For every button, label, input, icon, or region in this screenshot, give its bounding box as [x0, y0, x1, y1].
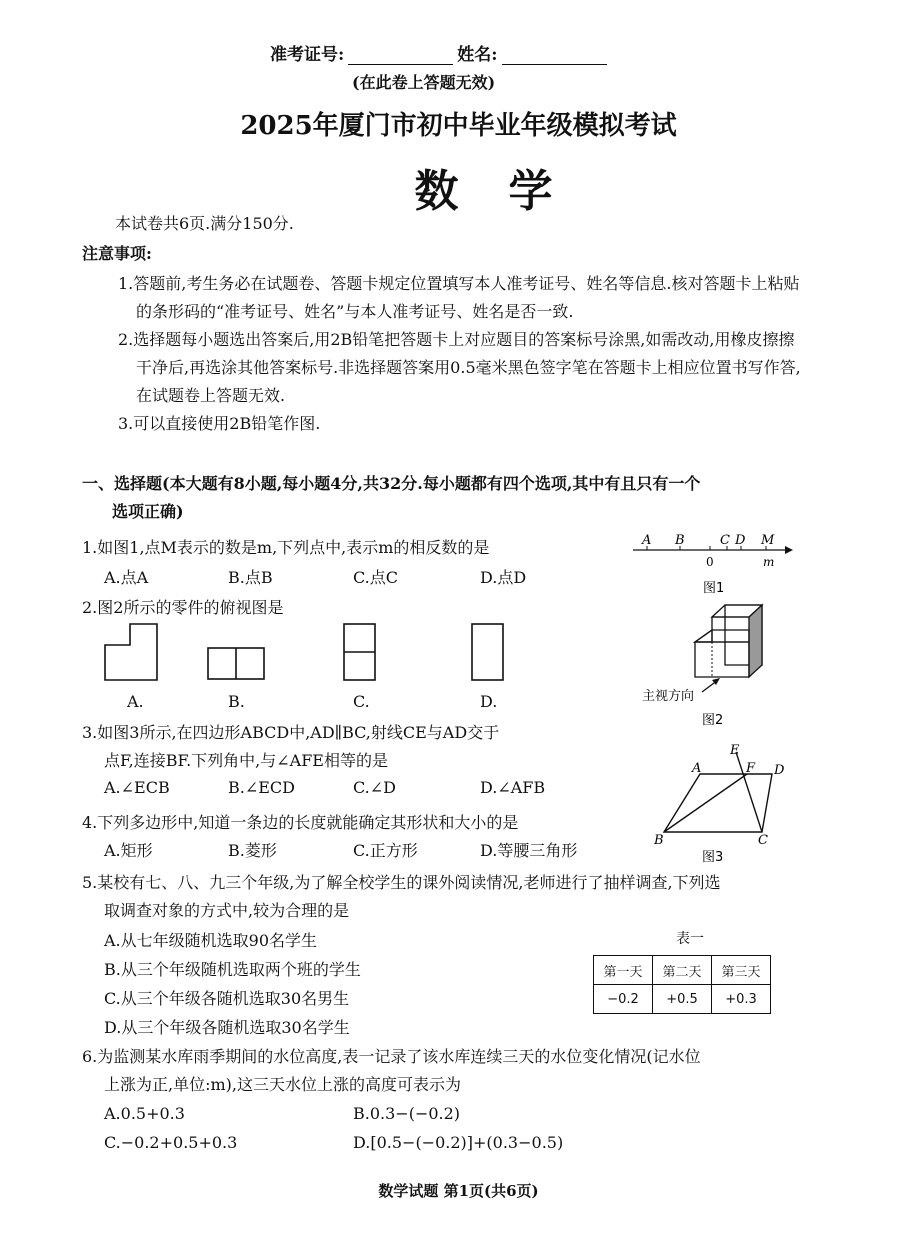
table-header-row — [594, 956, 771, 985]
label-a: A — [692, 761, 702, 776]
q5-option-c: C.从三个年级各随机选取30名男生 — [104, 989, 350, 1008]
q6-option-c: C.−0.2+0.5+0.3 — [104, 1133, 238, 1152]
label-b: B — [654, 833, 664, 848]
q6-line2: 上涨为正,单位:m),这三天水位上涨的高度可表示为 — [104, 1075, 461, 1094]
q6-option-d: D.[0.5−(−0.2)]+(0.3−0.5) — [353, 1133, 564, 1152]
label-e: E — [730, 743, 740, 758]
option-a-l-shape — [105, 624, 157, 680]
q3-option-c: C.∠D — [353, 778, 396, 797]
solid-side-shaded — [749, 605, 762, 677]
q1-option-c: C.点C — [353, 568, 399, 587]
label-c: C — [758, 833, 768, 848]
notice-item-1 — [118, 270, 808, 326]
table-header-cell: 第一天 — [594, 956, 653, 985]
q4-option-c: C.正方形 — [353, 841, 418, 860]
option-d-outline — [472, 624, 503, 680]
label-a: A — [642, 533, 652, 548]
section1-heading-line2: 选项正确) — [112, 502, 184, 521]
label-d: D — [735, 533, 746, 548]
name-label: 姓名: — [457, 45, 498, 65]
table-cell: +0.5 — [653, 985, 712, 1014]
exam-id-label: 准考证号: — [270, 45, 345, 65]
label-f: F — [746, 761, 756, 776]
label-b: B — [675, 533, 685, 548]
paper-intro: 本试卷共6页.满分150分. — [115, 214, 294, 233]
q3-line1: 3.如图3所示,在四边形ABCD中,AD∥BC,射线CE与AD交于 — [82, 723, 500, 742]
q2-option-c: C. — [353, 692, 370, 711]
q2-option-b: B. — [228, 692, 245, 711]
table-cell: +0.3 — [712, 985, 771, 1014]
label-m-value: m — [763, 555, 775, 569]
q1-text: 1.如图1,点M表示的数是m,下列点中,表示m的相反数的是 — [82, 538, 490, 557]
q2-text: 2.图2所示的零件的俯视图是 — [82, 598, 284, 617]
q5-option-a: A.从七年级随机选取90名学生 — [104, 931, 318, 950]
exam-id-blank — [348, 48, 453, 65]
q5-option-b: B.从三个年级随机选取两个班的学生 — [104, 960, 361, 979]
solid-step-top — [695, 630, 749, 642]
table-row — [594, 985, 771, 1014]
candidate-info-row — [270, 40, 611, 65]
figure3-quadrilateral — [650, 740, 815, 865]
figure1-number-line — [625, 530, 800, 600]
figure1-caption: 图1 — [703, 581, 725, 596]
notice-item-2-text: 2.选择题每小题选出答案后,用2B铅笔把答题卡上对应题目的答案标号涂黑,如需改动,用橡皮擦擦干净后,再选涂其他答案标号.非选择题答案用0.5毫米黑色签字笔在答题卡上相应位置书写作答,在试题卷上答题无效. — [118, 330, 801, 405]
page-footer: 数学试题 第1页(共6页) — [378, 1182, 539, 1200]
q6-option-a: A.0.5+0.3 — [104, 1104, 185, 1123]
figure2-solid — [640, 600, 790, 735]
q6-line1: 6.为监测某水库雨季期间的水位高度,表一记录了该水库连续三天的水位变化情况(记水位 — [82, 1047, 701, 1066]
q5-option-d: D.从三个年级各随机选取30名学生 — [104, 1018, 350, 1037]
q1-option-b: B.点B — [228, 568, 273, 587]
q5-line2: 取调查对象的方式中,较为合理的是 — [104, 901, 350, 920]
exam-title: 2025年厦门市初中毕业年级模拟考试 — [240, 111, 677, 141]
table-header-cell: 第三天 — [712, 956, 771, 985]
table-cell: −0.2 — [594, 985, 653, 1014]
q1-option-a: A.点A — [104, 568, 149, 587]
subject-title: 数学 — [414, 166, 603, 217]
notice-item-2 — [118, 326, 808, 410]
q3-line2: 点F,连接BF.下列角中,与∠AFE相等的是 — [104, 751, 388, 770]
figure2-caption: 图2 — [702, 713, 724, 728]
q1-option-d: D.点D — [480, 568, 527, 587]
segment-bf — [664, 774, 747, 832]
q2-option-shapes — [100, 620, 520, 690]
notice-heading: 注意事项: — [82, 244, 152, 263]
q5-line1: 5.某校有七、八、九三个年级,为了解全校学生的课外阅读情况,老师进行了抽样调查,下列选 — [82, 873, 721, 892]
label-d: D — [774, 763, 785, 778]
q3-option-d: D.∠AFB — [480, 778, 546, 797]
quad-abcd — [664, 774, 772, 832]
table1-title: 表一 — [676, 931, 704, 947]
view-direction-label: 主视方向 — [642, 689, 695, 704]
label-c: C — [720, 533, 730, 548]
name-blank — [502, 48, 607, 65]
q2-option-a: A. — [127, 692, 144, 711]
q4-option-b: B.菱形 — [228, 841, 277, 860]
notice-item-3 — [118, 410, 808, 438]
notice-item-3-text: 3.可以直接使用2B铅笔作图. — [118, 414, 321, 433]
label-zero: 0 — [706, 555, 714, 569]
q2-option-d: D. — [480, 692, 498, 711]
number-line-arrow — [785, 546, 793, 554]
water-level-table — [593, 955, 771, 1014]
q4-option-a: A.矩形 — [104, 841, 153, 860]
table-header-cell: 第二天 — [653, 956, 712, 985]
label-m: M — [761, 533, 775, 548]
answer-invalid-note: (在此卷上答题无效) — [352, 73, 496, 92]
q3-option-b: B.∠ECD — [228, 778, 295, 797]
q6-option-b: B.0.3−(−0.2) — [353, 1104, 461, 1123]
solid-front-face — [695, 642, 749, 677]
q4-text: 4.下列多边形中,知道一条边的长度就能确定其形状和大小的是 — [82, 813, 519, 832]
figure3-caption: 图3 — [702, 850, 724, 865]
section1-heading-line1: 一、选择题(本大题有8小题,每小题4分,共32分.每小题都有四个选项,其中有且只有一个 — [82, 474, 701, 493]
q4-option-d: D.等腰三角形 — [480, 841, 578, 860]
notice-item-1-text: 1.答题前,考生务必在试题卷、答题卡规定位置填写本人准考证号、姓名等信息.核对答题卡上粘贴的条形码的“准考证号、姓名”与本人准考证号、姓名是否一致. — [118, 274, 800, 321]
q3-option-a: A.∠ECB — [104, 778, 170, 797]
